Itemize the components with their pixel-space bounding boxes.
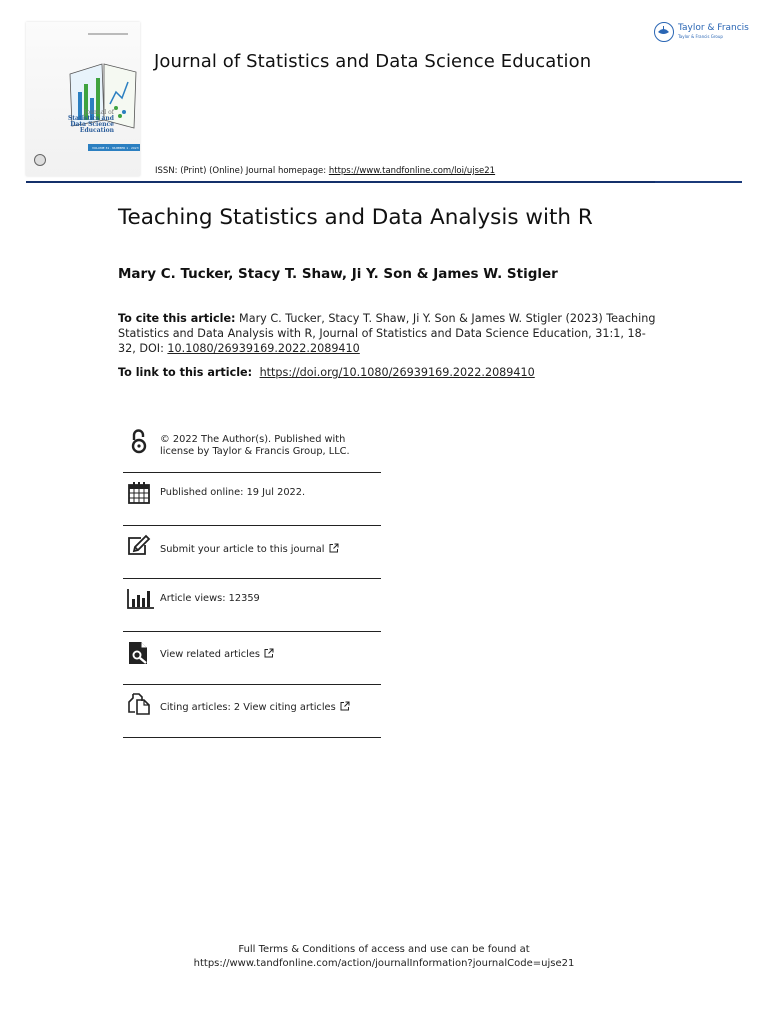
cover-society-seal <box>34 154 46 166</box>
issn-line <box>155 166 495 176</box>
related-row[interactable] <box>123 632 381 685</box>
published-row <box>123 473 381 526</box>
publisher-name: Taylor & Francis <box>678 23 749 33</box>
article-doi-link[interactable]: https://doi.org/10.1080/26939169.2022.2089410 <box>259 366 535 379</box>
terms-footer <box>0 943 768 971</box>
external-link-icon <box>264 648 274 662</box>
header-divider <box>26 181 742 183</box>
article-views: Article views: 12359 <box>160 593 260 604</box>
external-link-icon <box>329 543 339 557</box>
view-related-articles-link[interactable]: View related articles <box>160 648 274 662</box>
cover-volume-bar: VOLUME 31 · NUMBER 1 · 2023 <box>88 144 140 151</box>
issn-label: ISSN: (Print) (Online) Journal homepage: <box>155 166 329 176</box>
submit-article-link[interactable]: Submit your article to this journal <box>160 543 339 557</box>
publisher-logo-icon <box>654 22 674 42</box>
article-authors: Mary C. Tucker, Stacy T. Shaw, Ji Y. Son & James W. Stigler <box>118 266 558 282</box>
cover-title: Journal of Statistics and Data Science Education <box>67 109 114 134</box>
edit-icon <box>127 534 151 558</box>
article-info-list <box>123 418 381 738</box>
article-title: Teaching Statistics and Data Analysis with R <box>118 205 593 230</box>
journal-homepage-link[interactable]: https://www.tandfonline.com/loi/ujse21 <box>328 166 496 176</box>
citing-icon <box>127 692 151 716</box>
license-row <box>123 418 381 473</box>
citation-text: Mary C. Tucker, Stacy T. Shaw, Ji Y. Son & James W. Stigler (2023) Teaching Statistics and Data Analysis with R, Journal of Statistics and Data Science Education, 31:1, 18-32, DOI: <box>118 312 656 355</box>
views-row <box>123 579 381 632</box>
view-citing-articles-link[interactable]: Citing articles: 2 View citing articles <box>160 701 350 715</box>
terms-url[interactable]: https://www.tandfonline.com/action/journalInformation?journalCode=ujse21 <box>193 958 575 969</box>
journal-title: Journal of Statistics and Data Science Education <box>154 51 592 72</box>
citation-doi-link[interactable]: 10.1080/26939169.2022.2089410 <box>167 342 360 355</box>
article-link-label: To link to this article: <box>118 366 256 379</box>
cover-chart-illustration <box>26 22 140 176</box>
external-link-icon <box>340 701 350 715</box>
open-access-icon <box>127 428 151 452</box>
article-link-line <box>118 366 535 379</box>
license-text: © 2022 The Author(s). Published with license by Taylor & Francis Group, LLC. <box>160 434 350 457</box>
citing-row[interactable] <box>123 685 381 738</box>
citation-label: To cite this article: <box>118 312 236 325</box>
calendar-icon <box>127 481 151 505</box>
journal-cover-image <box>26 22 140 176</box>
terms-text: Full Terms & Conditions of access and use can be found at <box>238 944 530 955</box>
submit-row[interactable] <box>123 526 381 579</box>
bar-chart-icon <box>127 587 151 611</box>
published-date: Published online: 19 Jul 2022. <box>160 487 306 498</box>
citation-block <box>118 311 658 356</box>
publisher-subname: Taylor & Francis Group <box>678 34 723 39</box>
search-document-icon <box>127 641 151 665</box>
